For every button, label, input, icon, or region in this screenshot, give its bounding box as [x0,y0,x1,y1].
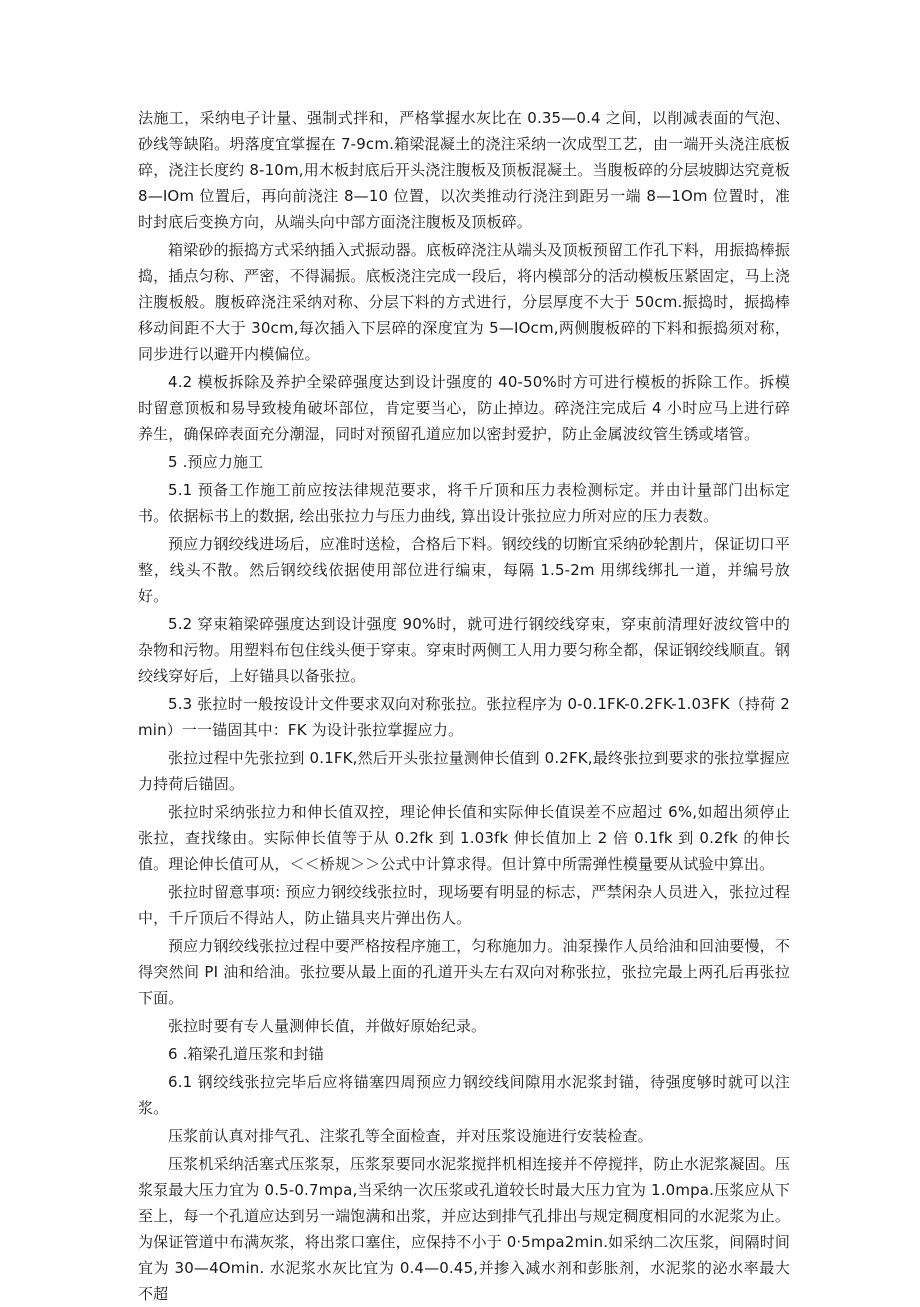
paragraph-tension-process: 张拉过程中先张拉到 0.1FK,然后开头张拉量测伸长值到 0.2FK,最终张拉到要求的张拉掌握应力持荷后锚固。 [138,749,790,793]
paragraph-strand-cutting: 预应力钢绞线进场后，应准时送检，合格后下料。钢绞线的切断宜采纳砂轮割片，保证切口平整，线头不散。然后钢绞线依据使用部位进行编束，每隔 1.5-2m 用绑线绑扎一道，并编号放好。 [138,535,790,605]
paragraph-6-1-anchor-seal: 6.1 钢绞线张拉完毕后应将锚塞四周预应力钢绞线间隙用水泥浆封锚，待强度够时就可以注浆。 [138,1073,790,1117]
document-body [138,105,790,1307]
paragraph-precautions: 张拉时留意事项: 预应力钢绞线张拉时，现场要有明显的标志，严禁闲杂人员进入，张拉过程中，千斤顶后不得站人，防止锚具夹片弹出伤人。 [138,883,790,927]
paragraph-pre-grout-check: 压浆前认真对排气孔、注浆孔等全面检查，并对压浆设施进行安装检查。 [168,1127,653,1145]
heading-6-grouting: 6 .箱梁孔道压浆和封锚 [168,1045,324,1063]
paragraph-procedure: 预应力钢绞线张拉过程中要严格按程序施工，匀称施加力。油泵操作人员给油和回油要慢，不得突然间 PI 油和给油。张拉要从最上面的孔道开头左右双向对称张拉，张拉完最上两孔后再张拉下面。 [138,937,790,1007]
paragraph-dual-control: 张拉时采纳张拉力和伸长值双控，理论伸长值和实际伸长值误差不应超过 6%,如超出须停止张拉，查找缘由。实际伸长值等于从 0.2fk 到 1.03fk 伸长值加上 2 倍 0.1fk 到 0.2fk 的伸长值。理论伸长值可从，＜＜桥规＞＞公式中计算求得。但计算中所需弹性模量要从试验中算出。 [138,803,790,873]
paragraph-records: 张拉时要有专人量测伸长值，并做好原始纪录。 [168,1017,487,1035]
heading-5-prestress: 5 .预应力施工 [168,453,264,471]
paragraph-5-2-threading: 5.2 穿束箱梁碎强度达到设计强度 90%时，就可进行钢绞线穿束，穿束前清理好波纹管中的杂物和污物。用塑料布包住线头便于穿束。穿束时两侧工人用力要匀称全都，保证钢绞线顺直。钢绞线穿好后，上好锚具以备张拉。 [138,615,790,685]
paragraph-4-2-formwork: 4.2 模板拆除及养护全梁碎强度达到设计强度的 40-50%时方可进行模板的拆除工作。拆模时留意顶板和易导致棱角破坏部位，肯定要当心，防止掉边。碎浇注完成后 4 小时应马上进行碎养生，确保碎表面充分潮湿，同时对预留孔道应加以密封爱护，防止金属波纹管生锈或堵管。 [138,373,790,443]
paragraph-pouring-process: 法施工，采纳电子计量、强制式拌和，严格掌握水灰比在 0.35—0.4 之间，以削减表面的气泡、砂线等缺陷。坍落度宜掌握在 7-9cm.箱梁混凝土的浇注采纳一次成型工艺，由一端开头浇注底板碎，浇注长度约 8-10m,用木板封底后开头浇注腹板及顶板混凝土。当腹板碎的分层坡脚达究竟板8—IOm 位置后，再向前浇注 8—10 位置，以次类推动行浇注到距另一端 8—1Om 位置时，准时封底后变换方向，从端头向中部方面浇注腹板及顶板碎。 [138,109,790,231]
paragraph-5-3-tensioning: 5.3 张拉时一般按设计文件要求双向对称张拉。张拉程序为 0-0.1FK-0.2FK-1.03FK（持荷 2min）一一锚固其中：FK 为设计张拉掌握应力。 [138,695,790,739]
paragraph-vibration: 箱梁砂的振捣方式采纳插入式振动器。底板碎浇注从端头及顶板预留工作孔下料，用振捣棒振捣，插点匀称、严密，不得漏振。底板浇注完成一段后，将内模部分的活动模板压紧固定，马上浇注腹板般。腹板碎浇注采纳对称、分层下料的方式进行，分层厚度不大于 50cm.振捣时，振捣棒移动间距不大于 30cm,每次插入下层碎的深度宜为 5—IOcm,两侧腹板碎的下料和振捣须对称，同步进行以避开内模偏位。 [138,241,790,363]
paragraph-grout-pump: 压浆机采纳活塞式压浆泵，压浆泵要同水泥浆搅拌机相连接并不停搅拌，防止水泥浆凝固。压浆泵最大压力宜为 0.5-0.7mpa,当采纳一次压浆或孔道较长时最大压力宜为 1.0mpa.压浆应从下至上，每一个孔道应达到另一端饱满和出浆，并应达到排气孔排出与规定稠度相同的水泥浆为止。为保证管道中布满灰浆，将出浆口塞住，应保持不小于 0·5mpa2min.如采纳二次压浆，间隔时间宜为 30—4Omin. 水泥浆水灰比宜为 0.4—0.45,并掺入减水剂和彭胀剂，水泥浆的泌水率最大不超 [138,1155,790,1303]
paragraph-5-1-preparation: 5.1 预备工作施工前应按法律规范要求，将千斤顶和压力表检测标定。并由计量部门出标定书。依据标书上的数据, 绘出张拉力与压力曲线, 算出设计张拉应力所对应的压力表数。 [138,481,790,525]
